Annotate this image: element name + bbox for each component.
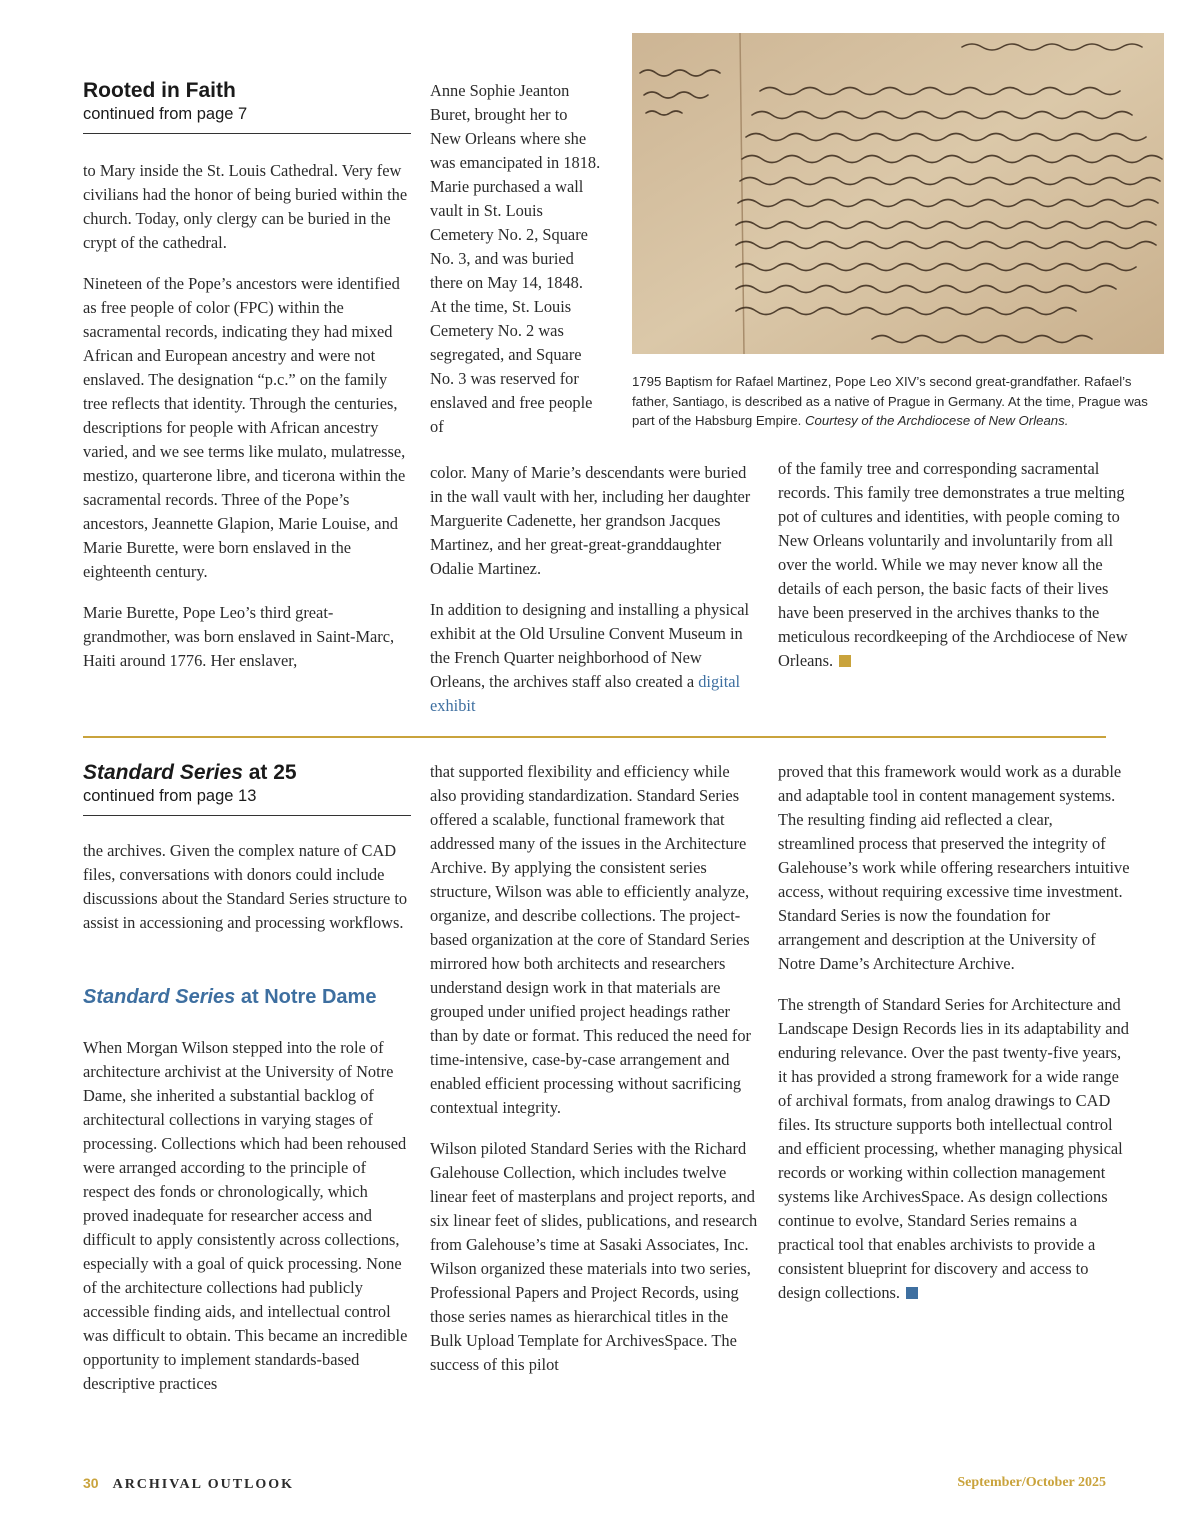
- article1-column-1: [83, 159, 413, 690]
- article1-continued: continued from page 7: [83, 105, 248, 123]
- article2-col3-paragraph: proved that this framework would work as a durable and adaptable tool in content management systems. The resulting finding aid reflected a clear, streamlined process that preserved the integrity of Galehouse’s work while offering researchers intuitive access, without requiring excessive time investment. Standard Series is now the foundation for arrangement and description at the University of Notre Dame’s Architecture Archive.: [778, 762, 1130, 973]
- article1-col3-paragraph: [778, 457, 1130, 673]
- article2-col1-paragraph-2: When Morgan Wilson stepped into the role of architecture archivist at the University of Notre Dame, she inherited a substantial backlog of architectural collections in varying stages of processing. Collections which had been rehoused were arranged according to the principle of respect des fonds or chronologically, which proved inadequate for researcher access and difficult to apply consistently across collections, especially with a goal of quick processing. None of the architecture collections had publicly accessible finding aids, and intellectual control was difficult to obtain. This became an incredible opportunity to implement standards-based descriptive practices: [83, 1038, 408, 1393]
- article1-col1-paragraph: to Mary inside the St. Louis Cathedral. Very few civilians had the honor of being buried within the church. Today, only clergy can be buried in the crypt of the cathedral.: [83, 161, 408, 252]
- digital-exhibit-link[interactable]: digital exhibit: [430, 672, 741, 715]
- article2-column-1: [83, 839, 413, 952]
- article2-header-rule: [83, 815, 411, 816]
- section-divider: [83, 736, 1106, 738]
- blue-end-mark-icon: [906, 1287, 918, 1299]
- caption-text: 1795 Baptism for Rafael Martinez, Pope Leo XIV’s second great-grandfather. Rafael’s father, Santiago, is described as a native of Prague in Germany. At the time, Prague was part of the Habsburg Empire.: [632, 374, 1148, 428]
- article2-title-italic: Standard Series: [83, 761, 243, 784]
- subhead-italic: Standard Series: [83, 986, 236, 1008]
- article1-column-2-narrow: [430, 79, 602, 439]
- article2-column-1-b: [83, 1036, 413, 1413]
- baptism-record-image: [632, 33, 1164, 354]
- article2-title: [83, 761, 411, 785]
- article1-column-3: [778, 457, 1130, 690]
- article1-col2-narrow-text: Anne Sophie Jeanton Buret, brought her to New Orleans where she was emancipated in 1818. Marie purchased a wall vault in St. Louis Cemetery No. 2, Square No. 3, and was buried there on May 14, 1848. At the time, St. Louis Cemetery No. 2 was segregated, and Square No. 3 was reserved for enslaved and free people of: [430, 81, 601, 436]
- article2-header: [83, 761, 411, 807]
- article1-col3-text: of the family tree and corresponding sacramental records. This family tree demonstrates a true melting pot of cultures and identities, with people coming to New Orleans voluntarily and involuntarily from all over the world. While we may never know all the details of each person, the basic facts of their lives have been preserved in the archives thanks to the meticulous recordkeeping of the Archdiocese of New Orleans.: [778, 459, 1128, 670]
- subhead-rest: at Notre Dame: [235, 986, 377, 1008]
- article2-col2-paragraph: that supported flexibility and efficiency while also providing standardization. Standard Series offered a scalable, functional framework that addressed many of the issues in the Architecture Archive. By applying the consistent series structure, Wilson was able to efficiently analyze, organize, and describe collections. The project-based organization at the core of Standard Series mirrored how both architects and researchers understand design work in that materials are grouped under unified project headings rather than by date or format. This reduced the need for time-intensive, case-by-case arrangement and enabled efficient processing without sacrificing contextual integrity.: [430, 762, 752, 1117]
- notre-dame-subhead: [83, 986, 423, 1009]
- page-footer: [83, 1475, 1106, 1495]
- article2-column-3: [778, 760, 1130, 1322]
- article2-col1-paragraph: the archives. Given the complex nature of CAD files, conversations with donors could include discussions about the Standard Series structure to assist in accessioning and processing workflows.: [83, 841, 408, 932]
- issue-date: September/October 2025: [957, 1475, 1106, 1490]
- image-caption: [632, 372, 1168, 431]
- article2-continued: continued from page 13: [83, 787, 257, 805]
- article1-column-2: [430, 461, 760, 735]
- page-number: 30: [83, 1475, 99, 1491]
- article1-col1-paragraph: Nineteen of the Pope’s ancestors were identified as free people of color (FPC) within the sacramental records, indicating they had mixed African and European ancestry and were not enslaved. The designation “p.c.” on the family tree reflects that identity. Through the centuries, descriptions for people with African ancestry varied, and we see terms like mulato, mulatresse, mestizo, quarterone libre, and ticerona within the sacramental records. Three of the Pope’s ancestors, Jeannette Glapion, Marie Louise, and Marie Burette, were born enslaved in the eighteenth century.: [83, 274, 406, 581]
- article1-col2-p2-text: In addition to designing and installing a physical exhibit at the Old Ursuline Convent Museum in the French Quarter neighborhood of New Orleans, the archives staff also created a: [430, 600, 750, 691]
- article1-header: [83, 79, 411, 125]
- article2-col2-paragraph-2: Wilson piloted Standard Series with the Richard Galehouse Collection, which includes twelve linear feet of masterplans and project reports, and six linear feet of slides, publications, and research from Galehouse’s time at Sasaki Associates, Inc. Wilson organized these materials into two series, Professional Papers and Project Records, using those series names as hierarchical titles in the Bulk Upload Template for ArchivesSpace. The success of this pilot: [430, 1139, 758, 1374]
- article1-title: Rooted in Faith: [83, 79, 236, 102]
- gold-end-mark-icon: [839, 655, 851, 667]
- manuscript-illustration: [632, 33, 1164, 354]
- article1-col2-paragraph-2: [430, 598, 760, 718]
- article2-col3-text: The strength of Standard Series for Architecture and Landscape Design Records lies in its adaptability and enduring relevance. Over the past twenty-five years, it has provided a strong framework for a wide range of archival formats, from analog drawings to CAD files. Its structure supports both intellectual control and efficient processing, whether managing physical records or working within collection management systems like ArchivesSpace. As design collections continue to evolve, Standard Series remains a practical tool that enables archivists to provide a consistent blueprint for discovery and access to design collections.: [778, 995, 1129, 1302]
- article2-title-rest: at 25: [242, 761, 297, 784]
- caption-credit: Courtesy of the Archdiocese of New Orleans.: [805, 413, 1069, 428]
- article1-col1-paragraph: Marie Burette, Pope Leo’s third great-grandmother, was born enslaved in Saint-Marc, Haiti around 1776. Her enslaver,: [83, 603, 395, 670]
- publication-title: ARCHIVAL OUTLOOK: [112, 1477, 295, 1492]
- article2-col3-paragraph-2: [778, 993, 1130, 1305]
- article1-col2-paragraph: color. Many of Marie’s descendants were buried in the wall vault with her, including her daughter Marguerite Cadenette, her grandson Jacques Martinez, and her great-great-granddaughter Odalie Martinez.: [430, 463, 751, 578]
- article2-column-2: [430, 760, 760, 1394]
- article1-header-rule: [83, 133, 411, 134]
